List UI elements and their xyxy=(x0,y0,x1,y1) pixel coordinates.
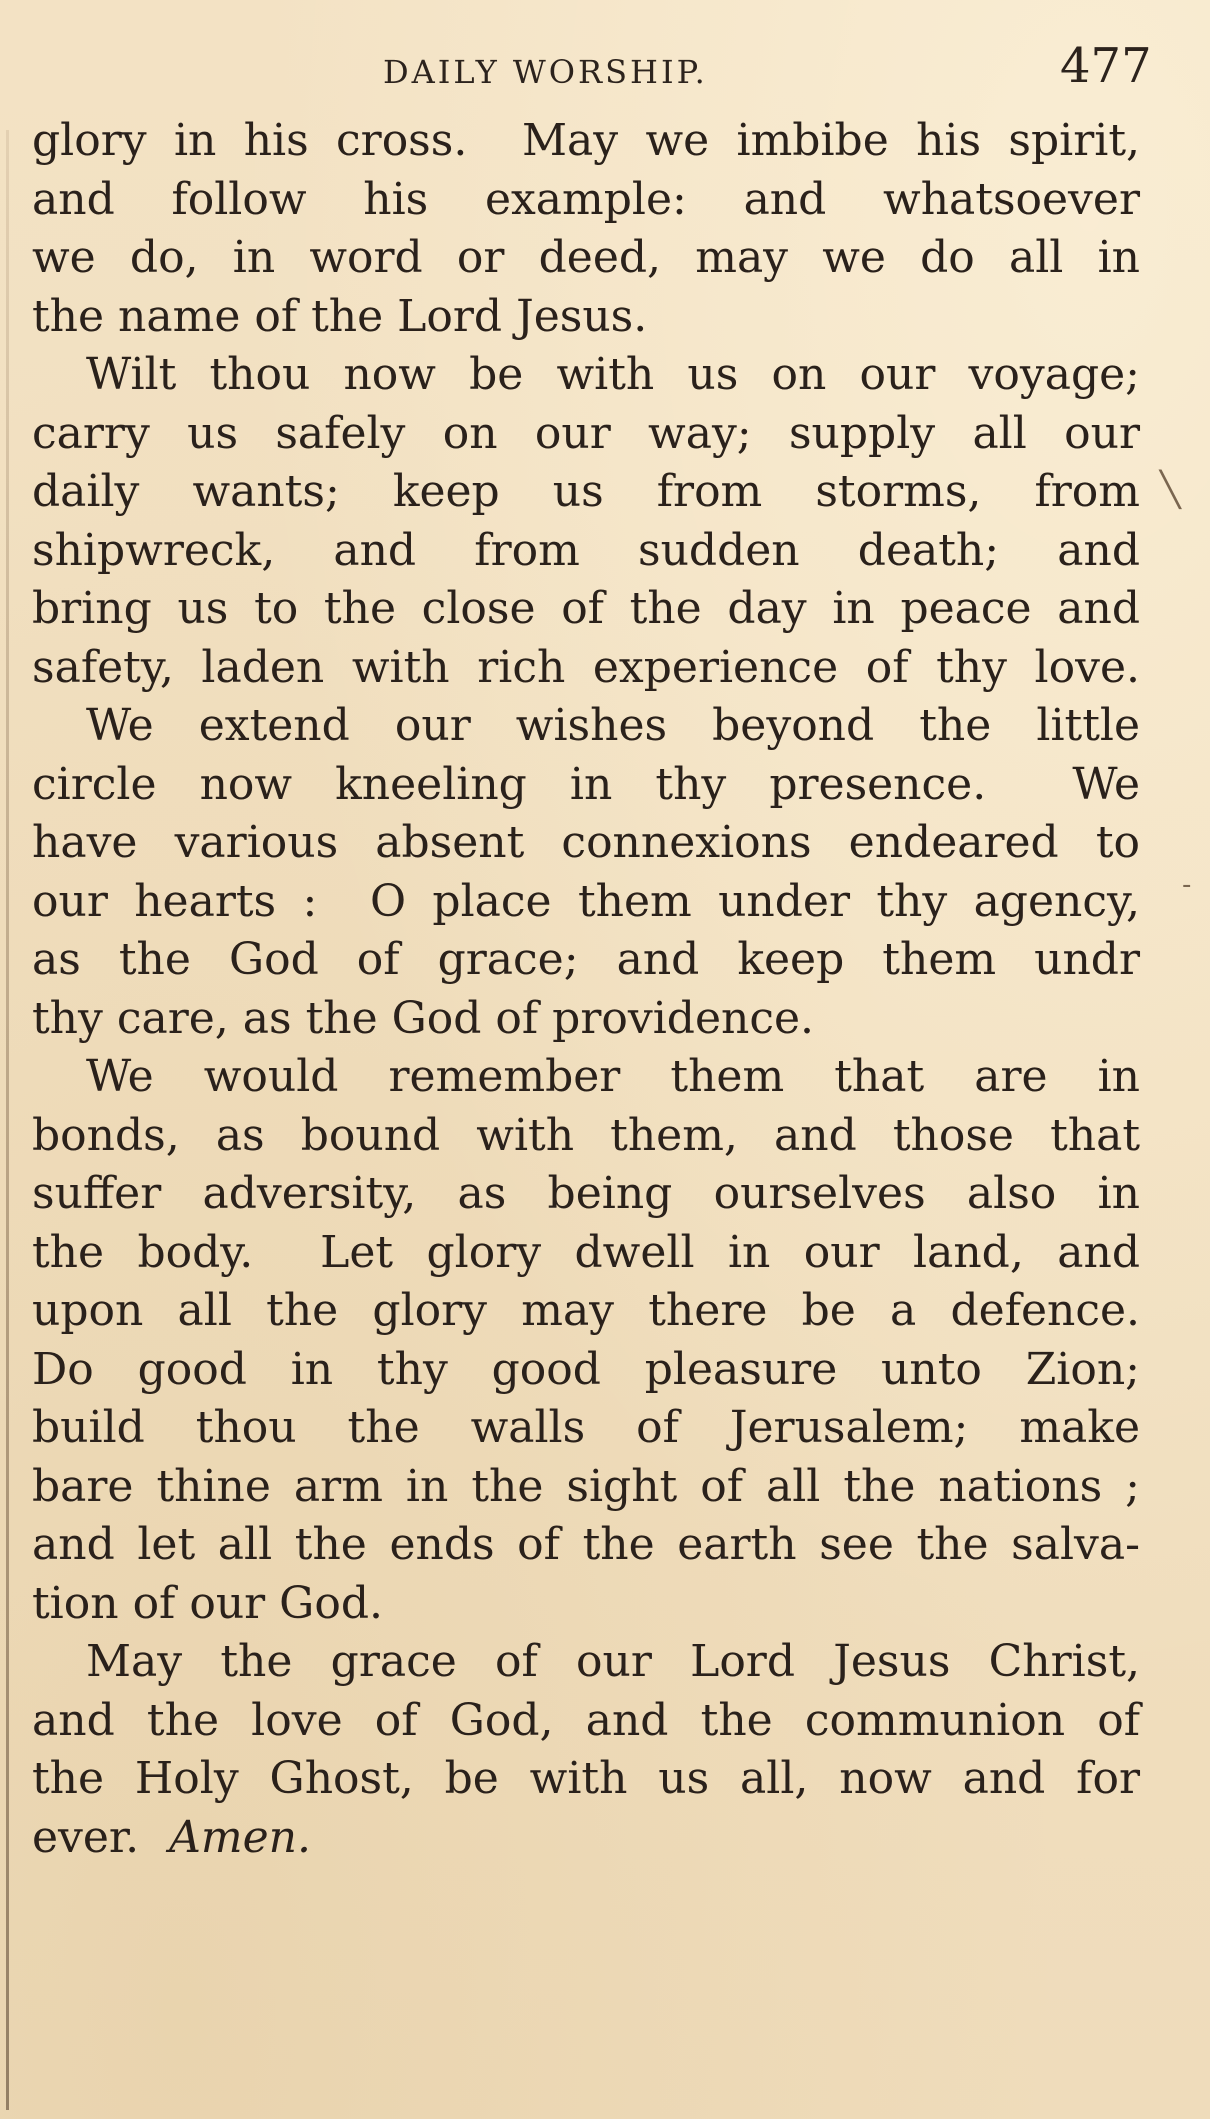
text-line: tion of our God. xyxy=(32,1577,383,1629)
text-line: build thou the walls of Jerusalem; make xyxy=(32,1402,1140,1453)
text-line: we do, in word or deed, may we do all in xyxy=(32,232,1140,283)
text-line: bonds, as bound with them, and those that xyxy=(32,1109,1140,1161)
text-line: have various absent connexions endeared to xyxy=(32,817,1140,868)
text-line: shipwreck, and from sudden death; and xyxy=(32,524,1140,576)
text-line: daily wants; keep us from storms, from xyxy=(32,466,1140,517)
text-line: and let all the ends of the earth see the salva- xyxy=(32,1519,1140,1570)
running-head: DAILY WORSHIP. xyxy=(383,53,708,91)
text-line: upon all the glory may there be a defence. xyxy=(32,1285,1140,1336)
text-line: Do good in thy good pleasure unto Zion; xyxy=(32,1343,1140,1395)
binding-gutter-shadow xyxy=(6,130,9,2110)
paragraph-start-line: Wilt thou now be with us on our voyage; xyxy=(86,349,1140,400)
text-line: circle now kneeling in thy presence. We xyxy=(32,758,1140,810)
text-line: bare thine arm in the sight of all the nations ; xyxy=(32,1460,1140,1512)
margin-stray-mark: ‑ xyxy=(1182,870,1192,900)
paragraph-start-line: May the grace of our Lord Jesus Christ, xyxy=(86,1636,1140,1687)
text-line: and follow his example: and whatsoever xyxy=(32,173,1140,225)
margin-stray-mark: ╲ xyxy=(1160,470,1181,510)
text-line: the Holy Ghost, be with us all, now and for xyxy=(32,1753,1140,1804)
page-number: 477 xyxy=(1060,38,1152,94)
text-line: glory in his cross. May we imbibe his spirit, xyxy=(32,115,1140,166)
final-line xyxy=(32,1809,1140,1868)
text-line: safety, laden with rich experience of thy love. xyxy=(32,641,1140,693)
text-line: the body. Let glory dwell in our land, and xyxy=(32,1226,1140,1278)
text-line: bring us to the close of the day in peace and xyxy=(32,583,1140,634)
text-line: our hearts : O place them under thy agency, xyxy=(32,875,1140,927)
prayer-text xyxy=(32,112,1140,1867)
text-line: and the love of God, and the communion of xyxy=(32,1694,1140,1746)
final-word: ever. xyxy=(32,1811,140,1863)
text-line: as the God of grace; and keep them undr xyxy=(32,934,1140,985)
paragraph-start-line: We extend our wishes beyond the little xyxy=(86,700,1140,751)
text-line: thy care, as the God of providence. xyxy=(32,992,815,1044)
paragraph-start-line: We would remember them that are in xyxy=(86,1051,1140,1102)
amen-word: Amen. xyxy=(169,1811,311,1863)
text-line: carry us safely on our way; supply all our xyxy=(32,407,1140,459)
text-line: suffer adversity, as being ourselves also in xyxy=(32,1168,1140,1219)
text-line: the name of the Lord Jesus. xyxy=(32,290,648,342)
